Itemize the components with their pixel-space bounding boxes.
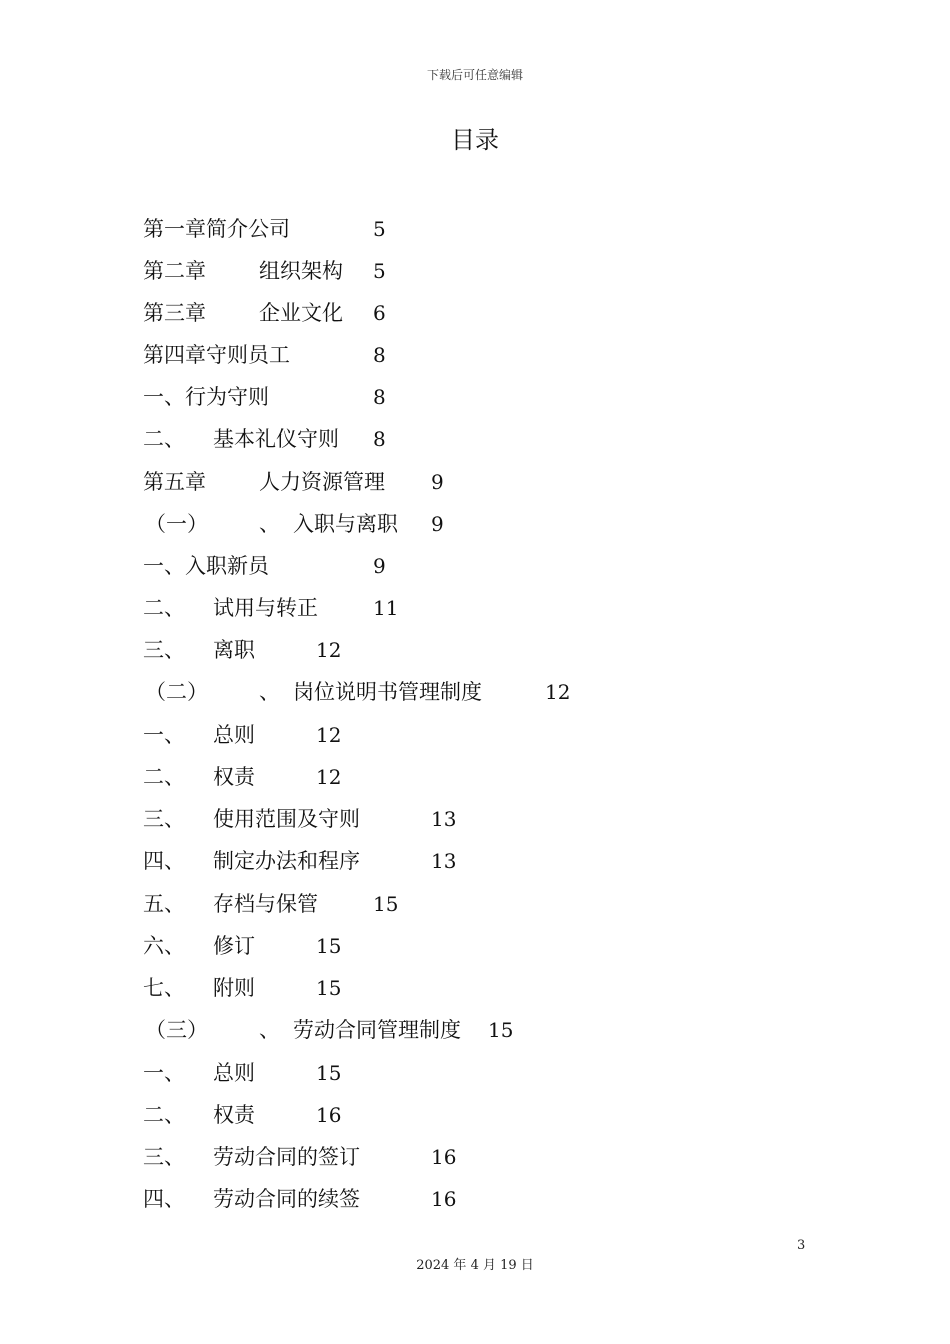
toc-entry-label: 试用与转正 xyxy=(213,596,318,620)
toc-entry-label: 存档与保管 xyxy=(213,892,318,916)
toc-entry[interactable] xyxy=(0,720,950,750)
page-header: 下载后可任意编辑 xyxy=(426,68,523,82)
toc-entry[interactable] xyxy=(0,298,950,328)
toc-entry[interactable] xyxy=(0,804,950,834)
toc-entry-prefix: 二、 xyxy=(143,427,185,451)
toc-entry-page: 12 xyxy=(316,765,342,789)
toc-entry-prefix: 五、 xyxy=(143,892,185,916)
toc-entry-page: 12 xyxy=(316,638,342,662)
toc-entry[interactable] xyxy=(0,256,950,286)
toc-entry-page: 15 xyxy=(316,976,342,1000)
toc-entry-label: 一、行为守则 xyxy=(143,385,269,409)
toc-entry-page: 15 xyxy=(316,1061,342,1085)
toc-entry-label: 劳动合同管理制度 xyxy=(293,1018,461,1042)
toc-entry-prefix: 三、 xyxy=(143,638,185,662)
toc-entry-page: 9 xyxy=(373,554,386,578)
toc-entry-label: 总则 xyxy=(213,723,255,747)
toc-entry-prefix: （一） xyxy=(145,512,208,536)
toc-entry-page: 9 xyxy=(431,512,444,536)
toc-entry-label: 修订 xyxy=(213,934,255,958)
toc-entry-label: 劳动合同的签订 xyxy=(213,1145,360,1169)
toc-entry-label: 离职 xyxy=(213,638,255,662)
toc-entry-page: 15 xyxy=(373,892,399,916)
toc-entry[interactable] xyxy=(0,424,950,454)
toc-entry[interactable] xyxy=(0,214,950,244)
toc-entry-label: 企业文化 xyxy=(259,301,343,325)
toc-entry-page: 6 xyxy=(373,301,386,325)
toc-entry-prefix: 二、 xyxy=(143,765,185,789)
toc-entry-prefix: 四、 xyxy=(143,1187,185,1211)
toc-entry[interactable] xyxy=(0,846,950,876)
toc-entry-prefix: 一、 xyxy=(143,723,185,747)
toc-entry[interactable] xyxy=(0,931,950,961)
toc-entry-page: 16 xyxy=(431,1187,457,1211)
page-number: 3 xyxy=(797,1238,806,1253)
toc-entry[interactable] xyxy=(0,1142,950,1172)
toc-entry-prefix: （三） xyxy=(145,1018,208,1042)
toc-entry-page: 9 xyxy=(431,470,444,494)
toc-entry-label: 制定办法和程序 xyxy=(213,849,360,873)
toc-entry[interactable] xyxy=(0,340,950,370)
toc-entry-page: 8 xyxy=(373,343,386,367)
toc-entry-label: 人力资源管理 xyxy=(259,470,385,494)
toc-entry-page: 13 xyxy=(431,849,457,873)
toc-entry-prefix: 六、 xyxy=(143,934,185,958)
toc-entry-label: 使用范围及守则 xyxy=(213,807,360,831)
toc-entry-prefix: 一、 xyxy=(143,1061,185,1085)
toc-entry[interactable] xyxy=(0,889,950,919)
toc-entry[interactable] xyxy=(0,593,950,623)
toc-entry-page: 8 xyxy=(373,427,386,451)
toc-entry-label: 组织架构 xyxy=(259,259,343,283)
toc-entry-page: 12 xyxy=(316,723,342,747)
toc-entry-label: 权责 xyxy=(213,1103,255,1127)
toc-entry[interactable] xyxy=(0,382,950,412)
toc-entry-label: 一、入职新员 xyxy=(143,554,269,578)
toc-entry-label: 基本礼仪守则 xyxy=(213,427,339,451)
toc-entry-label: 岗位说明书管理制度 xyxy=(293,680,482,704)
toc-entry-page: 13 xyxy=(431,807,457,831)
toc-entry[interactable] xyxy=(0,1100,950,1130)
toc-entry-page: 11 xyxy=(373,596,399,620)
toc-entry-page: 16 xyxy=(431,1145,457,1169)
toc-entry-prefix: （二） xyxy=(145,680,208,704)
toc-entry-prefix: 第三章 xyxy=(143,301,206,325)
toc-entry-label: 权责 xyxy=(213,765,255,789)
toc-entry-page: 5 xyxy=(373,217,386,241)
toc-entry[interactable] xyxy=(0,1015,950,1045)
toc-entry[interactable] xyxy=(0,635,950,665)
toc-entry[interactable] xyxy=(0,551,950,581)
toc-entry[interactable] xyxy=(0,762,950,792)
toc-title: 目录 xyxy=(451,126,499,154)
toc-entry-prefix: 三、 xyxy=(143,807,185,831)
toc-entry-separator: 、 xyxy=(259,512,280,536)
toc-entry[interactable] xyxy=(0,467,950,497)
toc-entry-separator: 、 xyxy=(259,1018,280,1042)
toc-entry-prefix: 四、 xyxy=(143,849,185,873)
toc-entry-page: 5 xyxy=(373,259,386,283)
toc-entry[interactable] xyxy=(0,973,950,1003)
toc-entry-prefix: 二、 xyxy=(143,596,185,620)
toc-entry[interactable] xyxy=(0,1058,950,1088)
toc-entry-prefix: 第五章 xyxy=(143,470,206,494)
toc-entry-label: 劳动合同的续签 xyxy=(213,1187,360,1211)
toc-entry-page: 15 xyxy=(488,1018,514,1042)
toc-entry-prefix: 二、 xyxy=(143,1103,185,1127)
toc-entry-label: 第一章简介公司 xyxy=(143,217,290,241)
toc-entry-page: 16 xyxy=(316,1103,342,1127)
toc-entry-prefix: 三、 xyxy=(143,1145,185,1169)
toc-entry[interactable] xyxy=(0,1184,950,1214)
toc-entry-prefix: 第二章 xyxy=(143,259,206,283)
page-footer-date: 2024 年 4 月 19 日 xyxy=(416,1258,534,1273)
toc-entry-label: 总则 xyxy=(213,1061,255,1085)
toc-entry-page: 15 xyxy=(316,934,342,958)
toc-entry[interactable] xyxy=(0,677,950,707)
toc-entry-separator: 、 xyxy=(259,680,280,704)
toc-entry[interactable] xyxy=(0,509,950,539)
toc-entry-page: 12 xyxy=(545,680,571,704)
toc-entry-label: 入职与离职 xyxy=(293,512,398,536)
toc-entry-label: 第四章守则员工 xyxy=(143,343,290,367)
toc-entry-label: 附则 xyxy=(213,976,255,1000)
toc-entry-page: 8 xyxy=(373,385,386,409)
toc-entry-prefix: 七、 xyxy=(143,976,185,1000)
